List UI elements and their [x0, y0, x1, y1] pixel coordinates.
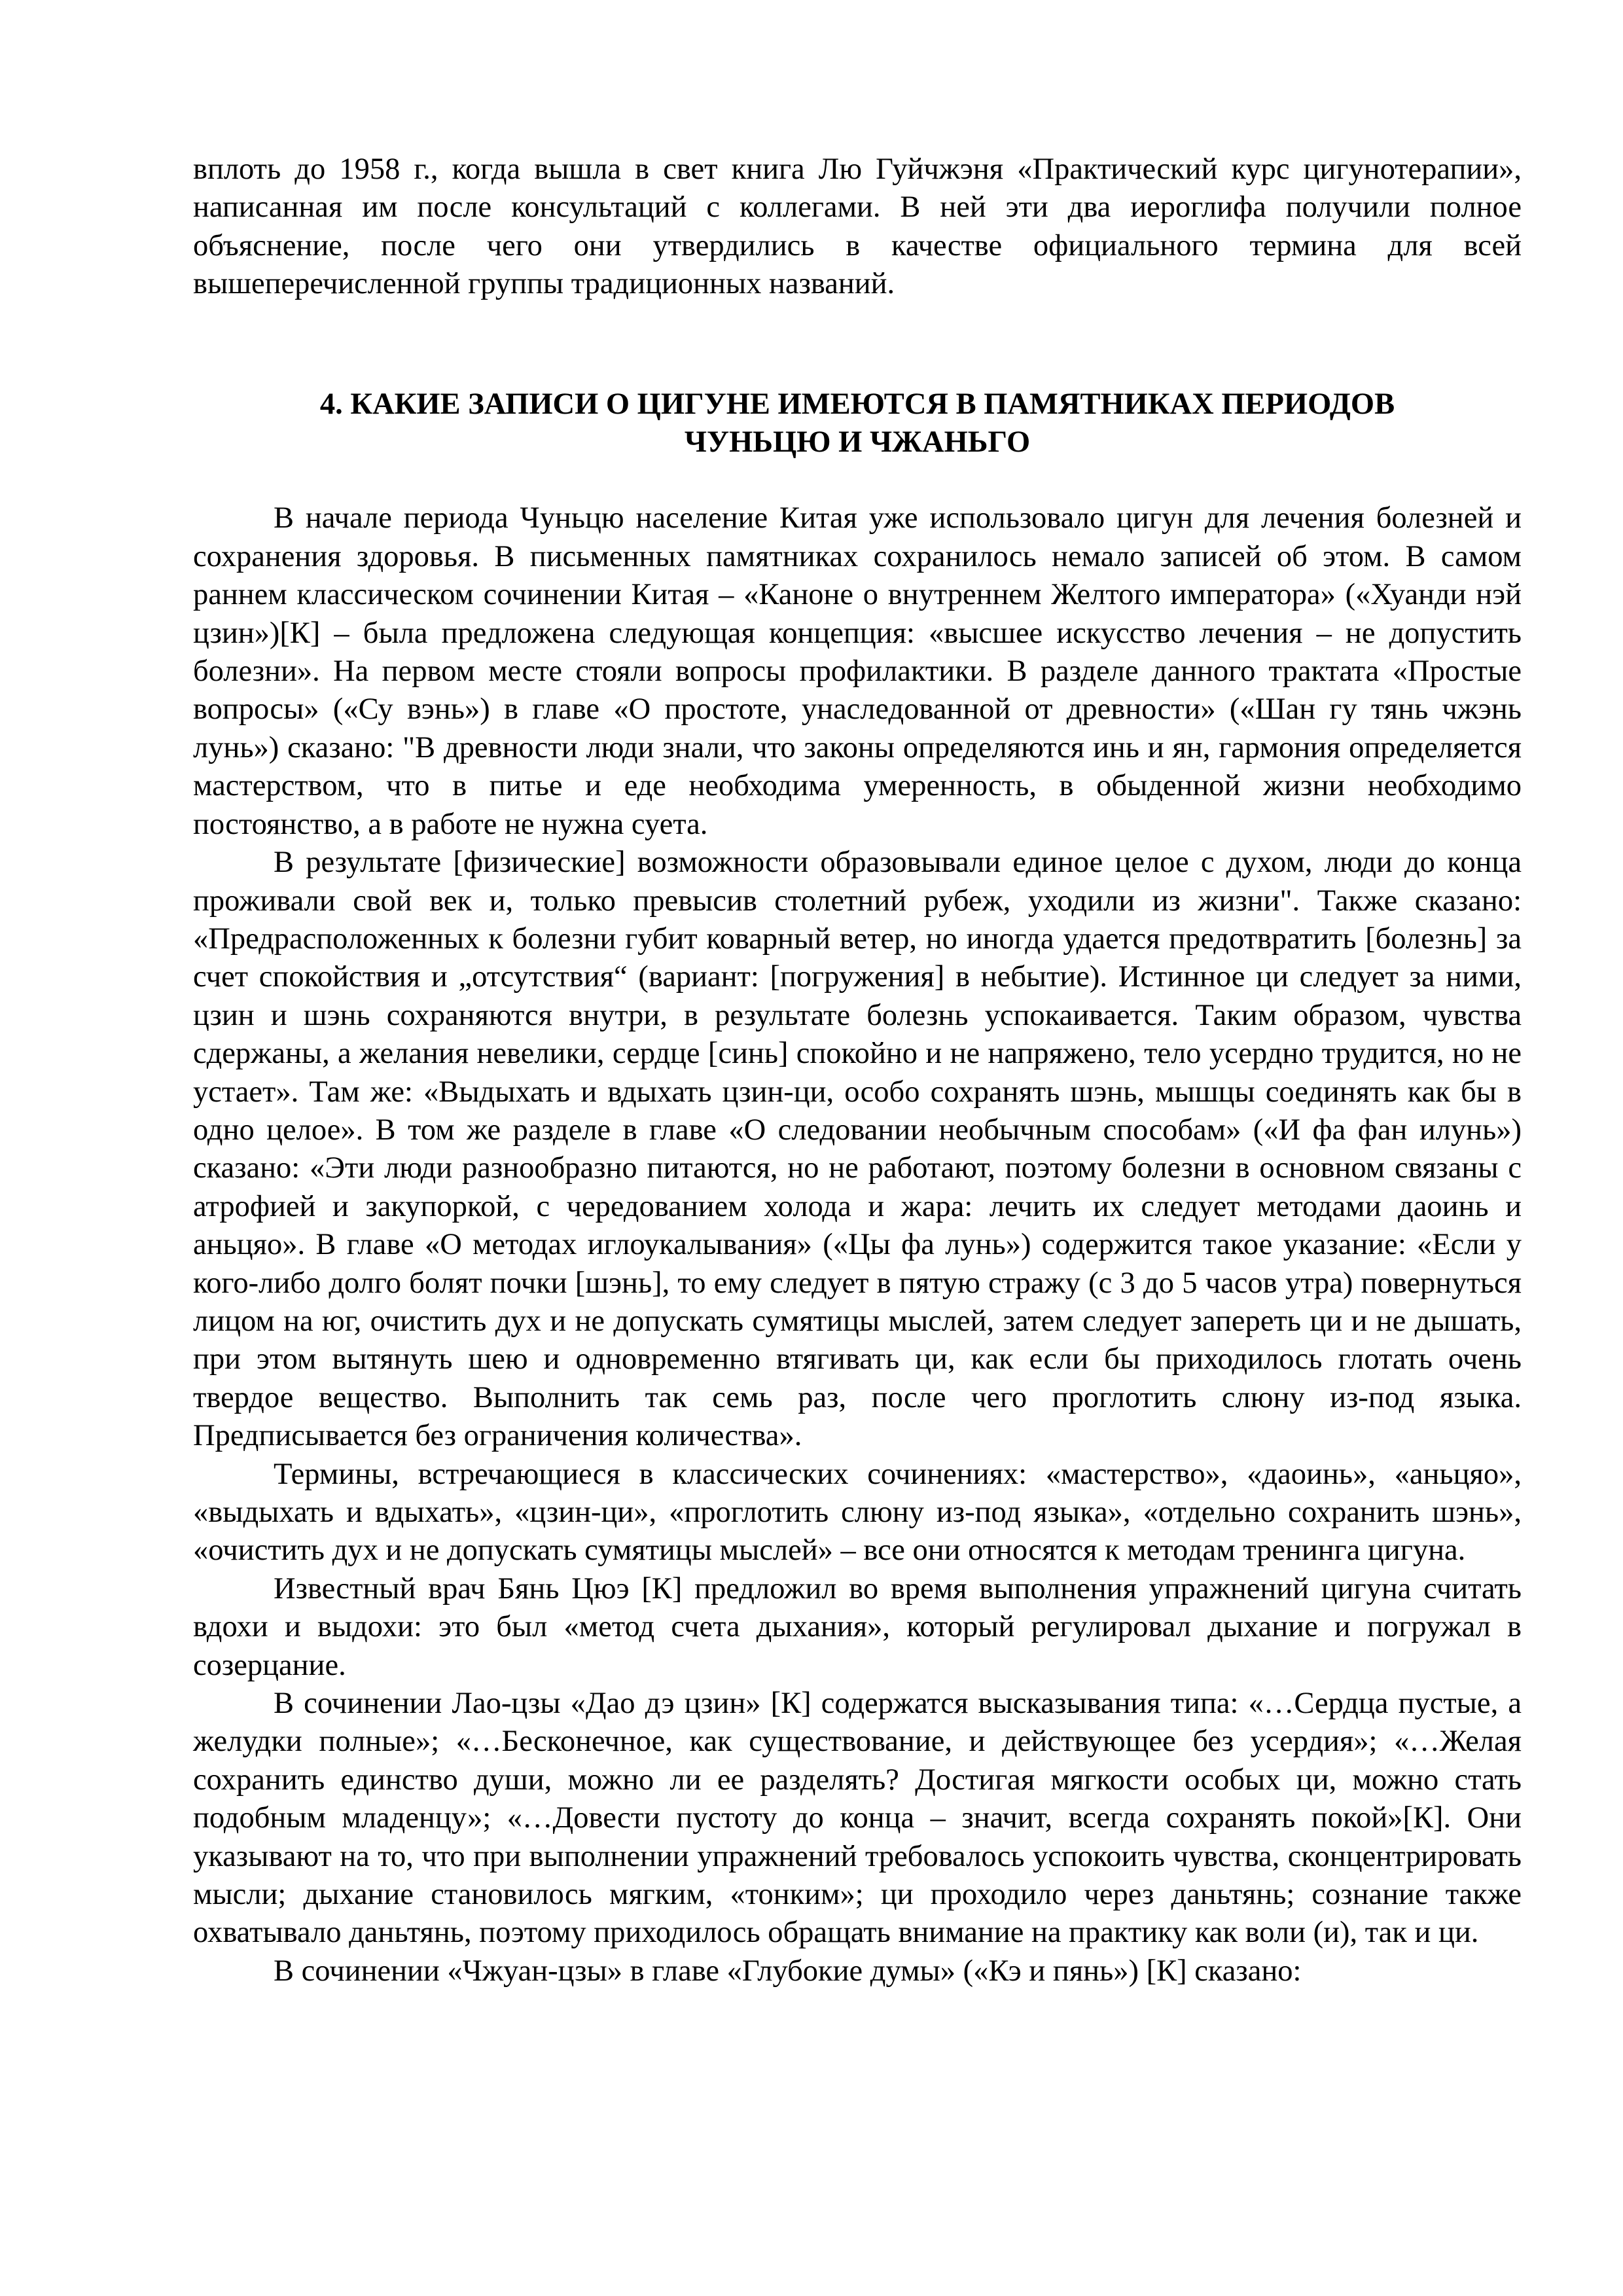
- intro-paragraph: вплоть до 1958 г., когда вышла в свет книга Лю Гуйчжэня «Практический курс цигунотерапии», написанная им после консультаций с коллегами. В ней эти два иероглифа получили полное объяснение, после чего они утвердились в качестве официального термина для всей вышеперечисленной группы традиционных названий.: [193, 152, 1522, 301]
- body-paragraph: В сочинении «Чжуан-цзы» в главе «Глубокие думы» («Кэ и пянь») [К] сказано:: [274, 1954, 1302, 1988]
- body-paragraph: В сочинении Лао-цзы «Дао дэ цзин» [К] содержатся высказывания типа: «…Сердца пустые, а желудки полные»; «…Бесконечное, как существование, и действующее без усердия»; «…Желая сохранить единство души, можно ли ее разделять? Достигая мягкости особых ци, можно стать подобным младенцу»; «…Довести пустоту до конца – значит, всегда сохранять покой»[К]. Они указывают на то, что при выполнении упражнений требовалось успокоить чувства, сконцентрировать мысли; дыхание становилось мягким, «тонким»; ци проходило через даньтянь; сознание также охватывало даньтянь, поэтому приходилось обращать внимание на практику как воли (и), так и ци.: [193, 1687, 1522, 1950]
- section-heading-line-2: ЧУНЬЦЮ И ЧЖАНЬГО: [684, 425, 1031, 459]
- section-heading-line-1: 4. КАКИЕ ЗАПИСИ О ЦИГУНЕ ИМЕЮТСЯ В ПАМЯТНИКАХ ПЕРИОДОВ: [319, 387, 1395, 421]
- body-paragraph: В начале периода Чуньцю население Китая уже использовало цигун для лечения болезней и сохранения здоровья. В письменных памятниках сохранилось немало записей об этом. В самом раннем классическом сочинении Китая – «Каноне о внутреннем Желтого императора» («Хуанди нэй цзин»)[К] – была предложена следующая концепция: «высшее искусство лечения – не допустить болезни». На первом месте стояли вопросы профилактики. В разделе данного трактата «Простые вопросы» («Су вэнь») в главе «О простоте, унаследованной от древности» («Шан гу тянь чжэнь лунь») сказано: "В древности люди знали, что законы определяются инь и ян, гармония определяется мастерством, что в питье и еде необходима умеренность, в обыденной жизни необходимо постоянство, а в работе не нужна суета.: [193, 501, 1522, 841]
- section-heading: [193, 386, 1522, 462]
- body-paragraph: Термины, встречающиеся в классических сочинениях: «мастерство», «даоинь», «аньцяо», «выдыхать и вдыхать», «цзин-ци», «проглотить слюну из-под языка», «отдельно сохранить шэнь», «очистить дух и не допускать сумятицы мыслей» – все они относятся к методам тренинга цигуна.: [193, 1457, 1522, 1568]
- document-page: [193, 151, 1522, 1990]
- body-paragraph: В результате [физические] возможности образовывали единое целое с духом, люди до конца проживали свой век и, только превысив столетний рубеж, уходили из жизни". Также сказано: «Предрасположенных к болезни губит коварный ветер, но иногда удается предотвратить [болезнь] за счет спокойствия и „отсутствия“ (вариант: [погружения] в небытие). Истинное ци следует за ними, цзин и шэнь сохраняются внутри, в результате болезнь успокаивается. Таким образом, чувства сдержаны, а желания невелики, сердце [синь] спокойно и не напряжено, тело усердно трудится, но не устает». Там же: «Выдыхать и вдыхать цзин-ци, особо сохранять шэнь, мышцы соединять как бы в одно целое». В том же разделе в главе «О следовании необычным способам» («И фа фан илунь») сказано: «Эти люди разнообразно питаются, но не работают, поэтому болезни в основном связаны с атрофией и закупоркой, с чередованием холода и жара: лечить их следует методами даоинь и аньцяо». В главе «О методах иглоукалывания» («Цы фа лунь») содержится такое указание: «Если у кого-либо долго болят почки [шэнь], то ему следует в пятую стражу (с 3 до 5 часов утра) повернуться лицом на юг, очистить дух и не допускать сумятицы мыслей, затем следует запереть ци и не дышать, при этом вытянуть шею и одновременно втягивать ци, как если бы приходилось глотать очень твердое вещество. Выполнить так семь раз, после чего проглотить слюну из-под языка. Предписывается без ограничения количества».: [193, 846, 1522, 1453]
- body-paragraph: Известный врач Бянь Цюэ [К] предложил во время выполнения упражнений цигуна считать вдохи и выдохи: это был «метод счета дыхания», который регулировал дыхание и погружал в созерцание.: [193, 1571, 1522, 1682]
